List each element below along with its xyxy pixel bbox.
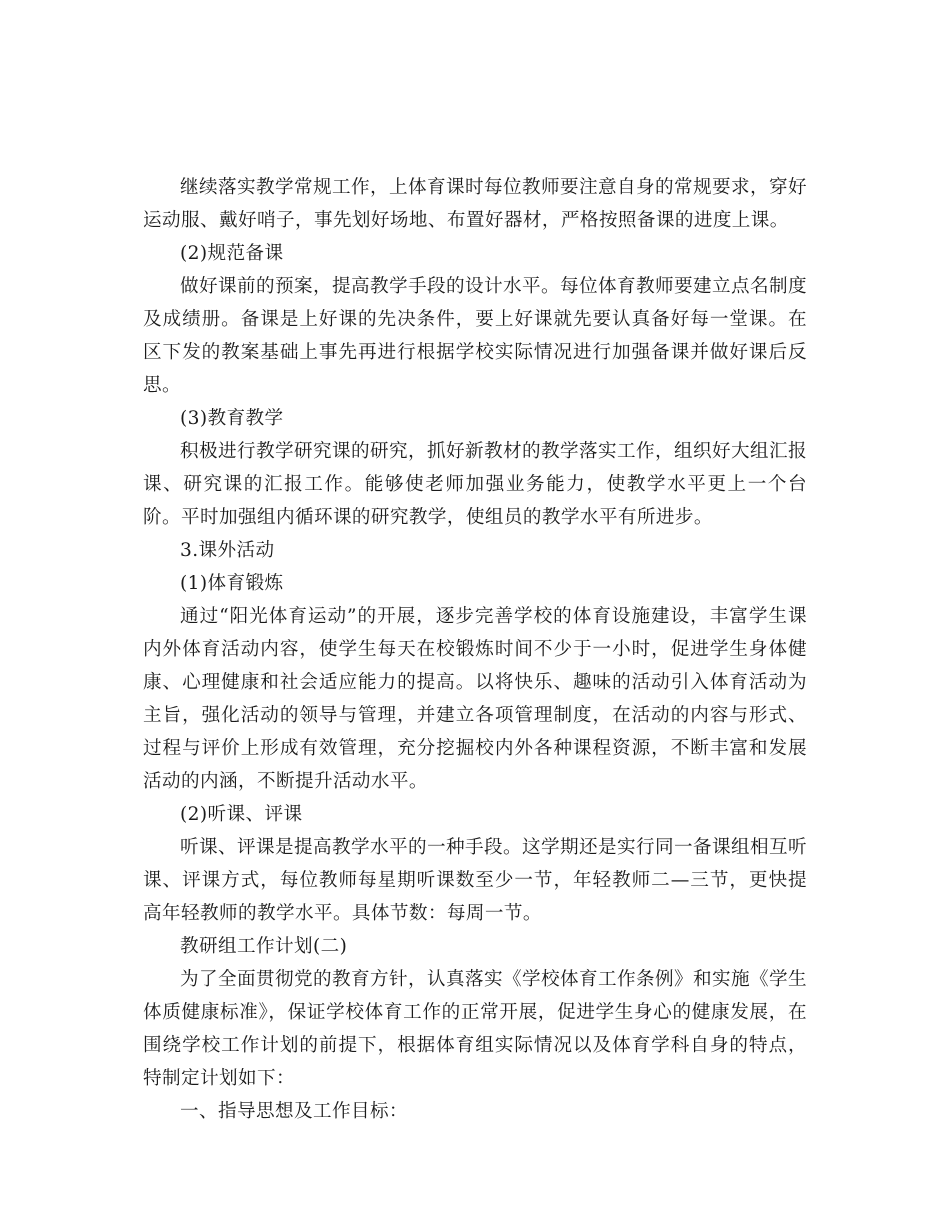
heading-education-teaching: (3)教育教学 [180,408,284,429]
heading-extracurricular: 3.课外活动 [180,540,275,561]
paragraph-sunshine-sports: 通过“阳光体育运动”的开展，逐步完善学校的体育设施建设，丰富学生课内外体育活动内容，使学生每天在校锻炼时间不少于一小时，促进学生身体健康、心理健康和社会适应能力的提高。以将快乐、趣味的活动引入体育活动为主旨，强化活动的领导与管理，并建立各项管理制度，在活动的内容与形式、过程与评价上形成有效管理，充分挖掘校内外各种课程资源，不断丰富和发展活动的内涵，不断提升活动水平。 [143,606,807,792]
document-body [143,171,807,1128]
heading-physical-exercise: (1)体育锻炼 [180,573,284,594]
heading-standard-lesson-prep: (2)规范备课 [180,243,284,264]
paragraph-plan-intro: 为了全面贯彻党的教育方针，认真落实《学校体育工作条例》和实施《学生体质健康标准》，保证学校体育工作的正常开展，促进学生身心的健康发展，在围绕学校工作计划的前提下，根据体育组实际情况以及体育学科自身的特点，特制定计划如下： [143,969,807,1089]
paragraph-routine-work: 继续落实教学常规工作，上体育课时每位教师要注意自身的常规要求，穿好运动服、戴好哨子，事先划好场地、布置好器材，严格按照备课的进度上课。 [143,177,807,231]
heading-plan-two: 教研组工作计划(二) [180,936,348,957]
paragraph-teaching-research: 积极进行教学研究课的研究，抓好新教材的教学落实工作，组织好大组汇报课、研究课的汇报工作。能够使老师加强业务能力，使教学水平更上一个台阶。平时加强组内循环课的研究教学，使组员的教学水平有所进步。 [143,441,807,528]
paragraph-lesson-prep: 做好课前的预案，提高教学手段的设计水平。每位体育教师要建立点名制度及成绩册。备课是上好课的先决条件，要上好课就先要认真备好每一堂课。在区下发的教案基础上事先再进行根据学校实际情况进行加强备课并做好课后反思。 [143,276,807,396]
paragraph-lesson-observation: 听课、评课是提高教学水平的一种手段。这学期还是实行同一备课组相互听课、评课方式，每位教师每星期听课数至少一节，年轻教师二—三节，更快提高年轻教师的教学水平。具体节数：每周一节。 [143,837,807,924]
heading-guiding-ideology: 一、指导思想及工作目标： [180,1101,408,1122]
heading-lesson-observation: (2)听课、评课 [180,804,303,825]
